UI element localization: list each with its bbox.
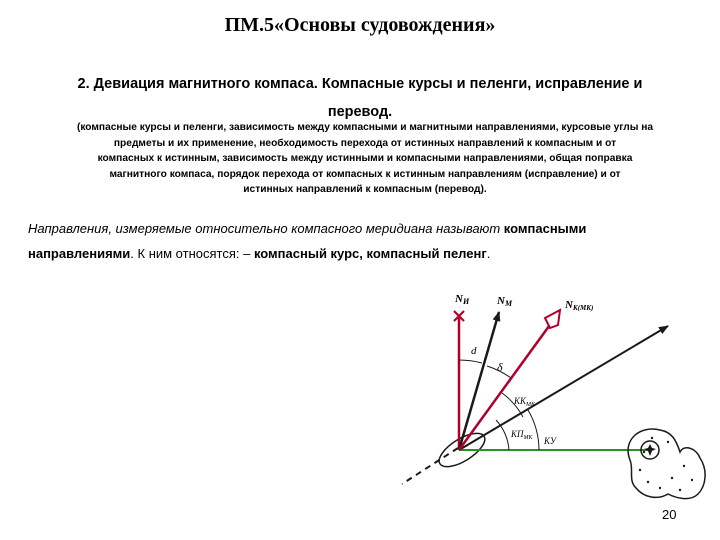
definition-list: компасный курс, компасный пеленг (253, 246, 487, 261)
definition-italic: Направления, измеряемые относительно компасного меридиана называют (28, 221, 501, 236)
topics-line: истинных направлений к компасным (перевод). (243, 184, 487, 195)
section-heading-line-1: 2. Девиация магнитного компаса. Компасные курсы и пеленги, исправление и (77, 76, 643, 92)
landmark-dot (647, 481, 649, 483)
compass-needle-icon (545, 310, 560, 328)
definition-middle: . К ним относятся: – (130, 246, 251, 261)
landmark-dot (667, 441, 669, 443)
topics-line: компасных к истинным, зависимость между истинными и компасными направлениями, общая поправка (97, 153, 633, 164)
landmark-dot (671, 477, 673, 479)
compass-north-label: NК(МК) (565, 299, 594, 312)
landmark-dot (659, 487, 661, 489)
compass-bearing-label: $КП_{МК}$ (511, 429, 533, 441)
definition-term: направлениями (28, 246, 131, 261)
page-title: ПМ.5«Основы судовождения» (224, 14, 496, 36)
section-heading-line-2: перевод. (327, 104, 393, 120)
landmark-dot (651, 437, 653, 439)
deviation-label: δ (497, 360, 503, 374)
true-north-label: NИ (455, 293, 470, 306)
definition-end: . (486, 246, 491, 261)
landmark-dot (643, 451, 645, 453)
topics-line: предметы и их применение, необходимость перехода от истинных направлений к компасным и от (113, 137, 617, 149)
heading-angle-label: КУ (544, 436, 556, 446)
landmark-dot (691, 479, 693, 481)
compass-course-label: $КК_{МК}$ (514, 396, 535, 408)
landmark-dot (639, 469, 641, 471)
landmark-dot (683, 465, 685, 467)
page-number: 20 (662, 507, 677, 522)
landmark-island-icon (628, 429, 705, 499)
compass-meridian-line (459, 322, 552, 450)
definition-term: компасными (503, 221, 587, 236)
declination-arc (459, 360, 482, 363)
topics-line: магнитного компаса, порядок перехода от компасных к истинным направлениям (исправление) и от (109, 168, 621, 180)
landmark-dot (679, 489, 681, 491)
ku-arc (528, 410, 539, 450)
topics-line: (компасные курсы и пеленги, зависимость между компасными и магнитными направлениями, курсовые углы на (76, 122, 654, 133)
declination-label: d (471, 345, 477, 357)
magnetic-north-label: NМ (497, 295, 513, 308)
